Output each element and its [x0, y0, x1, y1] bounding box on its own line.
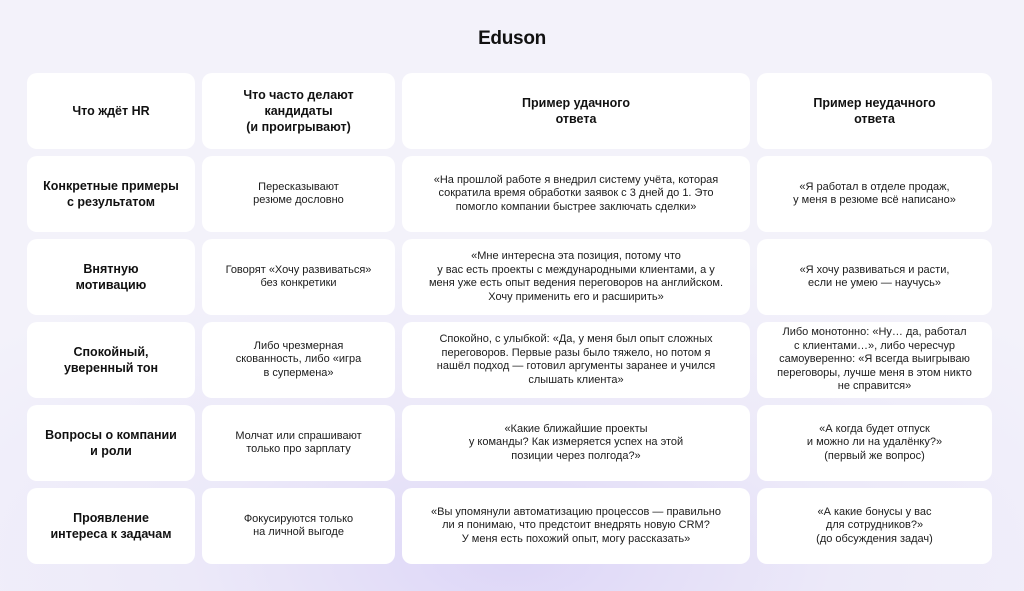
header-label: Пример удачного ответа: [522, 96, 630, 126]
header-cell: [402, 73, 750, 149]
criterion-text: Вопросы о компании и роли: [45, 428, 177, 458]
bad-answer-text: «Я работал в отделе продаж, у меня в резюме всё написано»: [793, 180, 956, 206]
mistake-cell: [202, 239, 395, 315]
good-answer-text: «На прошлой работе я внедрил систему учёта, которая сократила время обработки заявок с 3 дней до 1. Это помогло компании быстрее заключать сделки»: [433, 173, 719, 213]
header-cell: [202, 73, 395, 149]
bad-answer-cell: [757, 239, 992, 315]
bad-answer-text: «А какие бонусы у вас для сотрудников?» (до обсуждения задач): [816, 505, 933, 545]
good-answer-text: «Мне интересна эта позиция, потому что у вас есть проекты с международными клиентами, а у меня уже есть опыт ведения переговоров на английском. Хочу применить его и расширить»: [428, 250, 724, 303]
mistake-text: Говорят «Хочу развиваться» без конкретики: [225, 263, 372, 289]
mistake-cell: [202, 156, 395, 232]
bad-answer-cell: [757, 405, 992, 481]
criterion-text: Внятную мотивацию: [75, 262, 147, 292]
bad-answer-cell: [757, 156, 992, 232]
bad-answer-text: «А когда будет отпуск и можно ли на удалёнку?» (первый же вопрос): [806, 422, 943, 462]
good-answer-cell: [402, 488, 750, 564]
mistake-text: Либо чрезмерная скованность, либо «игра в супермена»: [235, 339, 362, 379]
criterion-cell: [27, 156, 195, 232]
bad-answer-text: Либо монотонно: «Ну… да, работал с клиентами…», либо чересчур самоуверенно: «Я всегда выигрываю переговоры, лучше меня в этом никто не справится»: [777, 326, 972, 393]
criterion-cell: [27, 239, 195, 315]
mistake-text: Молчат или спрашивают только про зарплату: [235, 429, 362, 455]
good-answer-text: «Вы упомянули автоматизацию процессов — правильно ли я понимаю, что предстоит внедрять новую CRM? У меня есть похожий опыт, могу рассказать»: [431, 505, 721, 545]
good-answer-text: «Какие ближайшие проекты у команды? Как измеряется успех на этой позиции через полгода?»: [468, 422, 684, 462]
bad-answer-cell: [757, 488, 992, 564]
brand-logo: Eduson: [478, 28, 546, 49]
header-label: Что часто делают кандидаты (и проигрывают): [243, 88, 354, 134]
good-answer-cell: [402, 156, 750, 232]
mistake-cell: [202, 405, 395, 481]
mistake-text: Пересказывают резюме дословно: [253, 180, 344, 206]
criterion-text: Конкретные примеры с результатом: [43, 179, 179, 209]
header-cell: [27, 73, 195, 149]
header-label: Что ждёт HR: [72, 104, 150, 118]
good-answer-cell: [402, 405, 750, 481]
bad-answer-cell: [757, 322, 992, 398]
bad-answer-text: «Я хочу развиваться и расти, если не умею — научусь»: [799, 263, 950, 289]
criterion-cell: [27, 322, 195, 398]
header-cell: [757, 73, 992, 149]
criterion-text: Спокойный, уверенный тон: [63, 345, 159, 375]
mistake-cell: [202, 488, 395, 564]
criterion-text: Проявление интереса к задачам: [50, 511, 172, 541]
good-answer-text: Спокойно, с улыбкой: «Да, у меня был опыт сложных переговоров. Первые разы было тяжело, но потом я нашёл подход — готовил аргументы заранее и учился слышать клиента»: [436, 333, 716, 386]
criterion-cell: [27, 405, 195, 481]
comparison-table: [27, 73, 992, 564]
mistake-text: Фокусируются только на личной выгоде: [243, 512, 354, 538]
good-answer-cell: [402, 239, 750, 315]
mistake-cell: [202, 322, 395, 398]
good-answer-cell: [402, 322, 750, 398]
criterion-cell: [27, 488, 195, 564]
header-label: Пример неудачного ответа: [813, 96, 936, 126]
